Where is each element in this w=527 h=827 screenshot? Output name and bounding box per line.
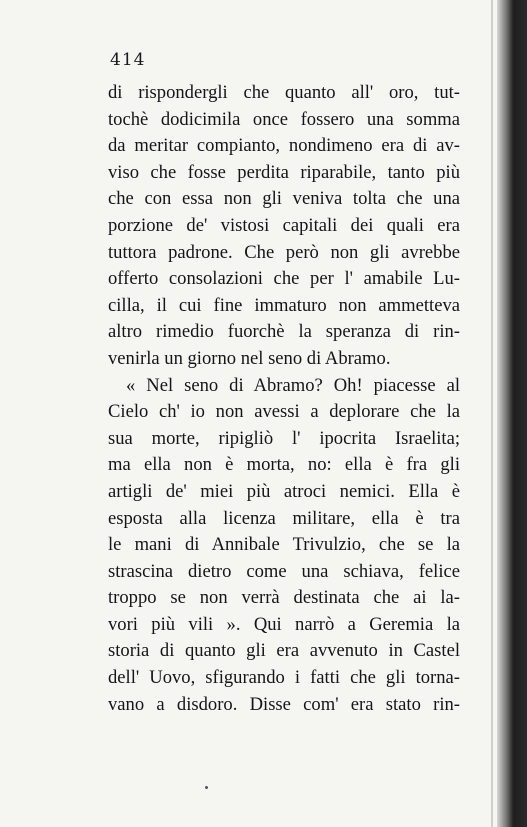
text-line: cilla, il cui fine immaturo non ammetteva (108, 294, 460, 316)
text-line: da meritar compianto, nondimeno era di av- (108, 135, 460, 157)
text-line: tuttora padrone. Che però non gli avrebbe (108, 241, 460, 263)
text-line: esposta alla licenza militare, ella è tra (108, 507, 460, 529)
text-line: vori più vili ». Qui narrò a Geremia la (108, 613, 460, 635)
text-line: viso che fosse perdita riparabile, tanto più (108, 161, 460, 183)
text-line: che con essa non gli veniva tolta che una (108, 188, 460, 210)
text-line: vano a disdoro. Disse com' era stato rin- (108, 693, 460, 715)
text-line: dell' Uovo, sfigurando i fatti che gli torna- (108, 667, 460, 689)
body-text (108, 80, 460, 718)
text-line: artigli de' miei più atroci nemici. Ella è (108, 480, 460, 502)
page-edge-line (491, 0, 493, 827)
text-line: altro rimedio fuorchè la speranza di rin- (108, 321, 460, 343)
text-line: « Nel seno di Abramo? Oh! piacesse al (126, 374, 460, 396)
paper-speck (204, 785, 208, 789)
text-line: ma ella non è morta, no: ella è fra gli (108, 454, 460, 476)
text-line: Cielo ch' io non avessi a deplorare che la (108, 401, 460, 423)
text-line: offerto consolazioni che per l' amabile Lu- (108, 268, 460, 290)
text-line: tochè dodicimila once fossero una somma (108, 108, 460, 130)
paragraph (108, 80, 460, 373)
text-line: strascina dietro come una schiava, felice (108, 560, 460, 582)
text-line: di rispondergli che quanto all' oro, tut- (108, 82, 460, 103)
text-line: storia di quanto gli era avvenuto in Castel (108, 640, 460, 662)
text-line: sua morte, ripigliò l' ipocrita Israelita; (108, 427, 460, 449)
paragraph (108, 373, 460, 719)
text-line: porzione de' vistosi capitali dei quali era (108, 214, 460, 236)
binding-edge (497, 0, 527, 827)
text-line: troppo se non verrà destinata che ai la- (108, 587, 460, 609)
page-number: 414 (110, 50, 146, 70)
text-line: le mani di Annibale Trivulzio, che se la (108, 534, 460, 556)
text-line: venirla un giorno nel seno di Abramo. (108, 347, 391, 369)
